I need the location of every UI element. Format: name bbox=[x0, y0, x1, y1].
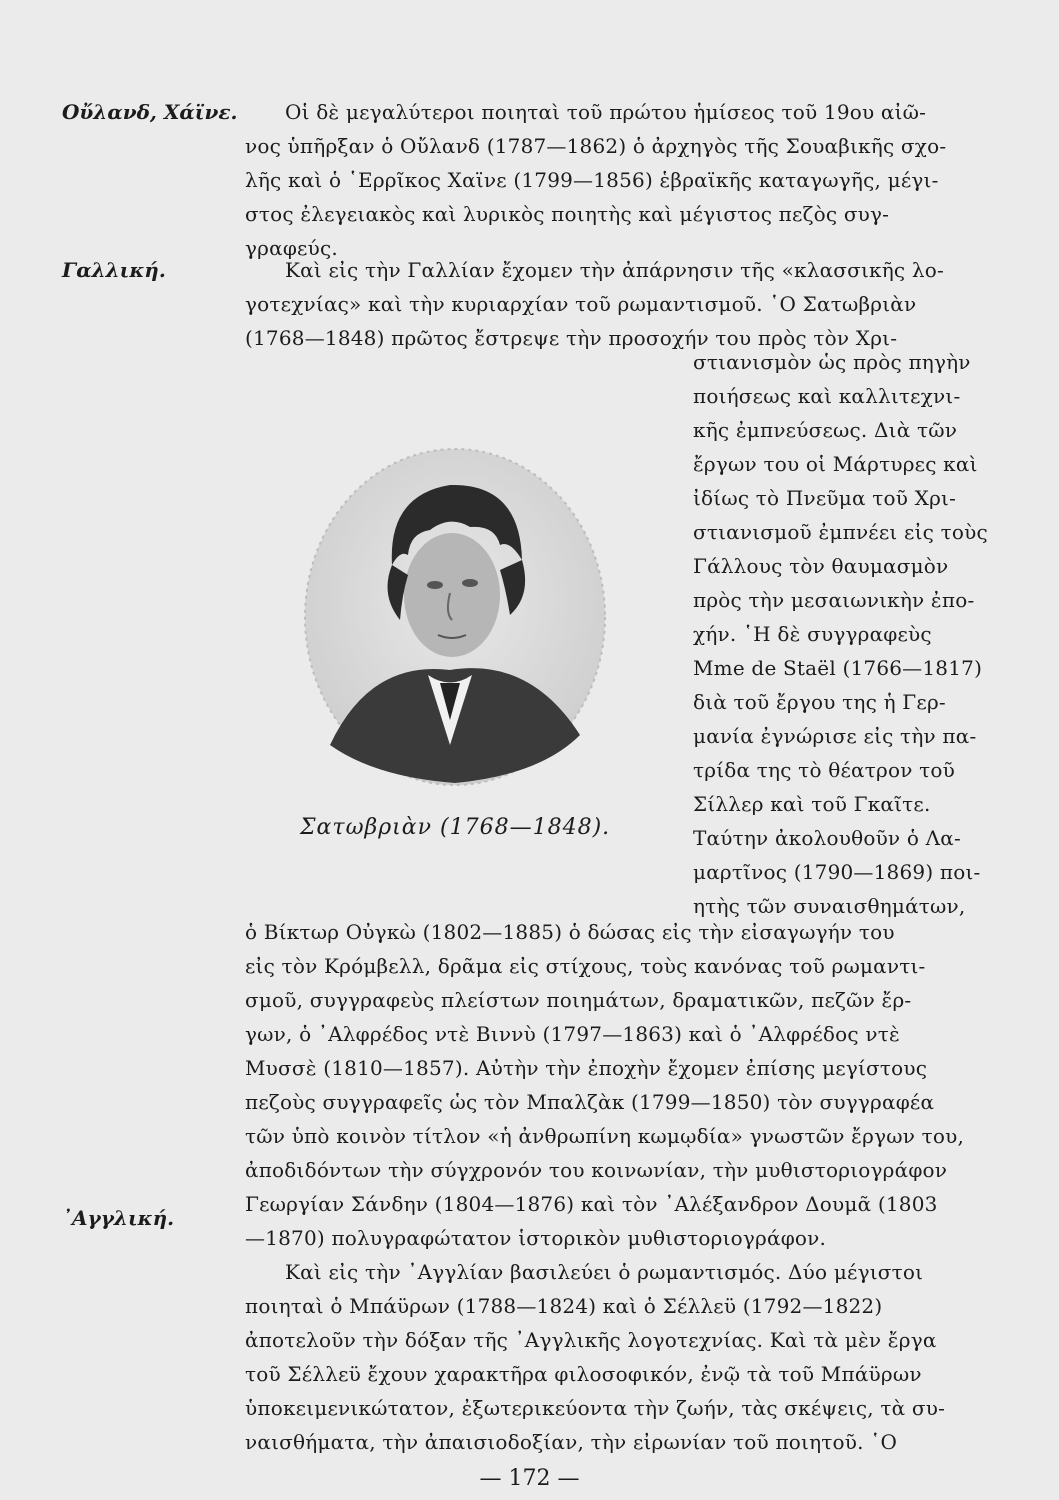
text-line: ναισθήματα, τὴν ἀπαισιοδοξίαν, τὴν εἰρωνίαν τοῦ ποιητοῦ. ῾Ο bbox=[245, 1430, 898, 1454]
text-line: ποιηταὶ ὁ Μπάϋρων (1788—1824) καὶ ὁ Σέλλεϋ (1792—1822) bbox=[245, 1294, 883, 1318]
text-line: στιανισμοῦ ἐμπνέει εἰς τοὺς bbox=[693, 520, 988, 544]
text-line: ποιήσεως καὶ καλλιτεχνι- bbox=[693, 384, 961, 408]
text-line: γων, ὁ ᾿Αλφρέδος ντὲ Βιννὺ (1797—1863) καὶ ὁ ᾿Αλφρέδος ντὲ bbox=[245, 1022, 900, 1046]
text-line: μανία ἐγνώρισε εἰς τὴν πα- bbox=[693, 724, 977, 748]
text-line: μαρτῖνος (1790—1869) ποι- bbox=[693, 860, 981, 884]
margin-label-uhland-heine: Οὔλανδ, Χάϊνε. bbox=[62, 100, 238, 124]
text-line: πρὸς τὴν μεσαιωνικὴν ἐπο- bbox=[693, 588, 975, 612]
text-line: ἀποδιδόντων τὴν σύγχρονόν του κοινωνίαν, τὴν μυθιστοριογράφον bbox=[245, 1158, 948, 1182]
text-line: χήν. ῾Η δὲ συγγραφεὺς bbox=[693, 622, 932, 646]
chateaubriand-portrait bbox=[300, 445, 610, 790]
text-line: γραφεύς. bbox=[245, 236, 338, 260]
text-line: πεζοὺς συγγραφεῖς ὡς τὸν Μπαλζὰκ (1799—1850) τὸν συγγραφέα bbox=[245, 1090, 935, 1114]
text-line: ἀποτελοῦν τὴν δόξαν τῆς ᾿Αγγλικῆς λογοτεχνίας. Καὶ τὰ μὲν ἔργα bbox=[245, 1328, 937, 1352]
text-line: Καὶ εἰς τὴν ᾿Αγγλίαν βασιλεύει ὁ ρωμαντισμός. Δύο μέγιστοι bbox=[285, 1260, 924, 1284]
text-line: ητὴς τῶν συναισθημάτων, bbox=[693, 894, 966, 918]
text-line: Ταύτην ἀκολουθοῦν ὁ Λα- bbox=[693, 826, 961, 850]
text-line: Γεωργίαν Σάνδην (1804—1876) καὶ τὸν ᾿Αλέξανδρον Δουμᾶ (1803 bbox=[245, 1192, 938, 1216]
text-line: γοτεχνίας» καὶ τὴν κυριαρχίαν τοῦ ρωμαντισμοῦ. ῾Ο Σατωβριὰν bbox=[245, 292, 917, 316]
text-line: σμοῦ, συγγραφεὺς πλείστων ποιημάτων, δραματικῶν, πεζῶν ἔρ- bbox=[245, 988, 912, 1012]
text-line: εἰς τὸν Κρόμβελλ, δρᾶμα εἰς στίχους, τοὺς κανόνας τοῦ ρωμαντι- bbox=[245, 954, 926, 978]
text-line: Μυσσὲ (1810—1857). Αὐτὴν τὴν ἐποχὴν ἔχομεν ἐπίσης μεγίστους bbox=[245, 1056, 928, 1080]
text-line: ἰδίως τὸ Πνεῦμα τοῦ Χρι- bbox=[693, 486, 957, 510]
text-line: νος ὑπῆρξαν ὁ Οὔλανδ (1787—1862) ὁ ἀρχηγὸς τῆς Σουαβικῆς σχο- bbox=[245, 134, 947, 158]
text-line: τρίδα της τὸ θέατρον τοῦ bbox=[693, 758, 955, 782]
text-line: τῶν ὑπὸ κοινὸν τίτλον «ἡ ἀνθρωπίνη κωμῳδία» γνωστῶν ἔργων του, bbox=[245, 1124, 965, 1148]
text-line: Καὶ εἰς τὴν Γαλλίαν ἔχομεν τὴν ἀπάρνησιν τῆς «κλασσικῆς λο- bbox=[285, 258, 944, 282]
text-line: Mme de Staël (1766—1817) bbox=[693, 656, 983, 680]
text-line: Γάλλους τὸν θαυμασμὸν bbox=[693, 554, 949, 578]
text-line: —1870) πολυγραφώτατον ἱστορικὸν μυθιστοριογράφον. bbox=[245, 1226, 827, 1250]
text-line: ὁ Βίκτωρ Οὐγκὼ (1802—1885) ὁ δώσας εἰς τὴν εἰσαγωγήν του bbox=[245, 920, 895, 944]
text-line: Σίλλερ καὶ τοῦ Γκαῖτε. bbox=[693, 792, 931, 816]
page-number: — 172 — bbox=[479, 1466, 580, 1491]
portrait-caption: Σατωβριὰν (1768—1848). bbox=[300, 815, 611, 840]
text-line: (1768—1848) πρῶτος ἔστρεψε τὴν προσοχήν του πρὸς τὸν Χρι- bbox=[245, 326, 898, 350]
text-line: ὑποκειμενικώτατον, ἐξωτερικεύοντα τὴν ζωήν, τὰς σκέψεις, τὰ συ- bbox=[245, 1396, 946, 1420]
text-line: ἔργων του οἱ Μάρτυρες καὶ bbox=[693, 452, 978, 476]
text-line: κῆς ἐμπνεύσεως. Διὰ τῶν bbox=[693, 418, 958, 442]
text-line: διὰ τοῦ ἔργου της ἡ Γερ- bbox=[693, 690, 946, 714]
text-line: τοῦ Σέλλεϋ ἔχουν χαρακτῆρα φιλοσοφικόν, ἐνῷ τὰ τοῦ Μπάϋρων bbox=[245, 1362, 922, 1386]
text-line: Οἱ δὲ μεγαλύτεροι ποιηταὶ τοῦ πρώτου ἡμίσεος τοῦ 19ου αἰῶ- bbox=[285, 100, 927, 124]
text-line: στιανισμὸν ὡς πρὸς πηγὴν bbox=[693, 350, 971, 374]
margin-label-france: Γαλλική. bbox=[62, 258, 166, 282]
margin-label-england: ᾿Αγγλική. bbox=[62, 1206, 175, 1230]
text-line: λῆς καὶ ὁ ῾Ερρῖκος Χαϊνε (1799—1856) ἑβραϊκῆς καταγωγῆς, μέγι- bbox=[245, 168, 939, 192]
text-line: στος ἐλεγειακὸς καὶ λυρικὸς ποιητὴς καὶ μέγιστος πεζὸς συγ- bbox=[245, 202, 890, 226]
